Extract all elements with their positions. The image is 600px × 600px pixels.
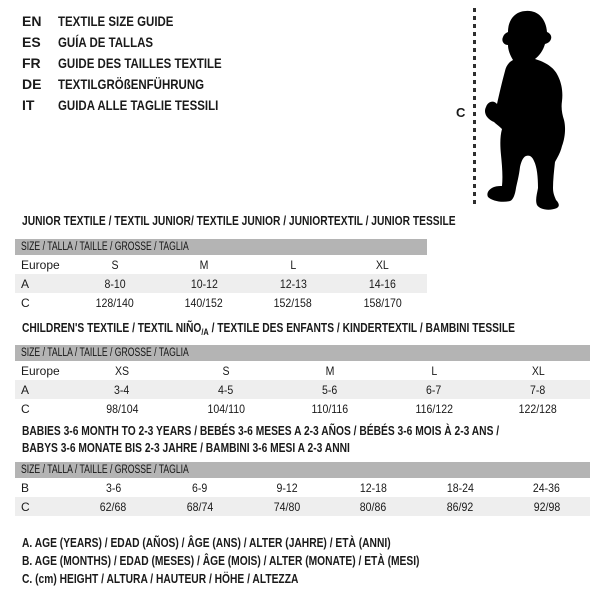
language-row: [22, 52, 258, 73]
size-cell: L: [290, 257, 297, 272]
size-cell: 68/74: [186, 499, 214, 514]
height-marker-label: C: [456, 105, 466, 120]
row-label: C: [21, 401, 30, 416]
size-cell: 6-9: [192, 480, 208, 495]
size-cell: 92/98: [533, 499, 560, 514]
size-cell: 18-24: [446, 480, 474, 495]
table-size-header: [15, 239, 427, 255]
language-code: EN: [22, 12, 42, 29]
size-cell: 5-6: [322, 382, 338, 397]
size-cell: 8-10: [104, 276, 126, 291]
size-cell: 24-36: [533, 480, 561, 495]
table-size-header: [15, 462, 590, 478]
size-cell: 140/152: [184, 295, 223, 310]
size-cell: 62/68: [100, 499, 127, 514]
footnote-a: A. AGE (YEARS) / EDAD (AÑOS) / ÂGE (ANS) / ALTER (JAHRE) / ETÀ (ANNI): [22, 536, 391, 550]
size-cell: 104/110: [207, 401, 245, 416]
section-title-text: BABIES 3-6 MONTH TO 2-3 YEARS / BEBÉS 3-6 MESES A 2-3 AÑOS / BÉBÉS 3-6 MOIS À 2-3 ANS /: [22, 424, 500, 438]
size-cell: 86/92: [446, 499, 474, 514]
size-cell: 158/170: [363, 295, 402, 310]
size-cell: 7-8: [530, 382, 546, 397]
baby-silhouette-image: [480, 5, 600, 215]
size-cell: 3-4: [114, 382, 130, 397]
table-size-header: [15, 345, 590, 361]
size-cell: 4-5: [218, 382, 234, 397]
size-cell: S: [111, 257, 119, 272]
size-cell: 128/140: [95, 295, 134, 310]
size-cell: 12-13: [279, 276, 307, 291]
language-row: [22, 94, 258, 115]
language-label: TEXTILGRÖßENFÜHRUNG: [58, 75, 205, 92]
row-label: Europe: [21, 257, 60, 272]
size-cell: L: [431, 363, 437, 378]
row-label: C: [21, 499, 30, 514]
size-cell: 98/104: [105, 401, 139, 416]
language-row: [22, 73, 258, 94]
language-label: GUIDE DES TAILLES TEXTILE: [58, 54, 222, 71]
table-row: [15, 293, 427, 312]
language-label: TEXTILE SIZE GUIDE: [58, 12, 174, 29]
language-code: DE: [22, 75, 42, 92]
section-title-children: [22, 320, 600, 338]
size-cell: 152/158: [274, 295, 313, 310]
size-cell: 14-16: [368, 276, 396, 291]
size-cell: M: [325, 363, 335, 378]
size-cell: XL: [375, 257, 389, 272]
language-code: IT: [22, 96, 35, 113]
footnotes: [22, 534, 507, 588]
size-cell: XL: [531, 363, 545, 378]
row-label: B: [21, 480, 30, 495]
footnote-c: C. (cm) HEIGHT / ALTURA / HAUTEUR / HÖHE / ALTEZZA: [22, 572, 299, 586]
size-header-text: SIZE / TALLA / TAILLE / GRÖSSE / TAGLIA: [21, 464, 189, 476]
size-cell: 116/122: [415, 401, 453, 416]
table-row: [15, 274, 427, 293]
height-marker-dashed-line: [473, 8, 476, 206]
table-row: [15, 361, 590, 380]
size-cell: 110/116: [311, 401, 349, 416]
section-title-text: CHILDREN'S TEXTILE / TEXTIL $NIÑO_{/A}$ / TEXTILE DES ENFANTS / KINDERTEXTIL / BAMBINI TESSILE: [22, 321, 515, 337]
size-cell: 9-12: [276, 480, 298, 495]
size-cell: M: [199, 257, 209, 272]
section-title-text: JUNIOR TEXTILE / TEXTIL JUNIOR/ TEXTILE JUNIOR / JUNIORTEXTIL / JUNIOR TESSILE: [22, 214, 456, 228]
size-cell: 80/86: [360, 499, 387, 514]
language-label: GUÍA DE TALLAS: [58, 33, 154, 50]
children-size-table: [15, 345, 590, 418]
language-row: [22, 31, 258, 52]
table-row: [15, 255, 427, 274]
size-cell: 122/128: [518, 401, 558, 416]
table-row: [15, 497, 590, 516]
subscript-text: /A: [201, 327, 209, 337]
language-code: ES: [22, 33, 41, 50]
language-title-block: [22, 10, 258, 115]
section-title-babies: [22, 423, 600, 457]
footnote-b: B. AGE (MONTHS) / EDAD (MESES) / ÂGE (MOIS) / ALTER (MONATE) / ETÀ (MESI): [22, 554, 420, 568]
size-header-text: SIZE / TALLA / TAILLE / GRÖSSE / TAGLIA: [21, 347, 189, 359]
row-label: C: [21, 295, 30, 310]
size-header-text: SIZE / TALLA / TAILLE / GRÖSSE / TAGLIA: [21, 241, 189, 253]
size-cell: 74/80: [273, 499, 300, 514]
row-label: A: [21, 382, 30, 397]
size-cell: 12-18: [359, 480, 387, 495]
babies-size-table: [15, 462, 590, 516]
language-code: FR: [22, 54, 41, 71]
section-title-text: BABYS 3-6 MONATE BIS 2-3 JAHRE / BAMBINI 3-6 MESI A 2-3 ANNI: [22, 441, 350, 455]
table-row: [15, 478, 590, 497]
section-title-junior: [22, 213, 551, 230]
row-label: Europe: [21, 363, 60, 378]
size-cell: S: [222, 363, 230, 378]
table-row: [15, 380, 590, 399]
junior-size-table: [15, 239, 427, 312]
table-row: [15, 399, 590, 418]
size-cell: XS: [114, 363, 130, 378]
language-label: GUIDA ALLE TAGLIE TESSILI: [58, 96, 219, 113]
size-cell: 10-12: [190, 276, 218, 291]
size-cell: 3-6: [105, 480, 121, 495]
language-row: [22, 10, 258, 31]
size-cell: 6-7: [426, 382, 442, 397]
row-label: A: [21, 276, 30, 291]
